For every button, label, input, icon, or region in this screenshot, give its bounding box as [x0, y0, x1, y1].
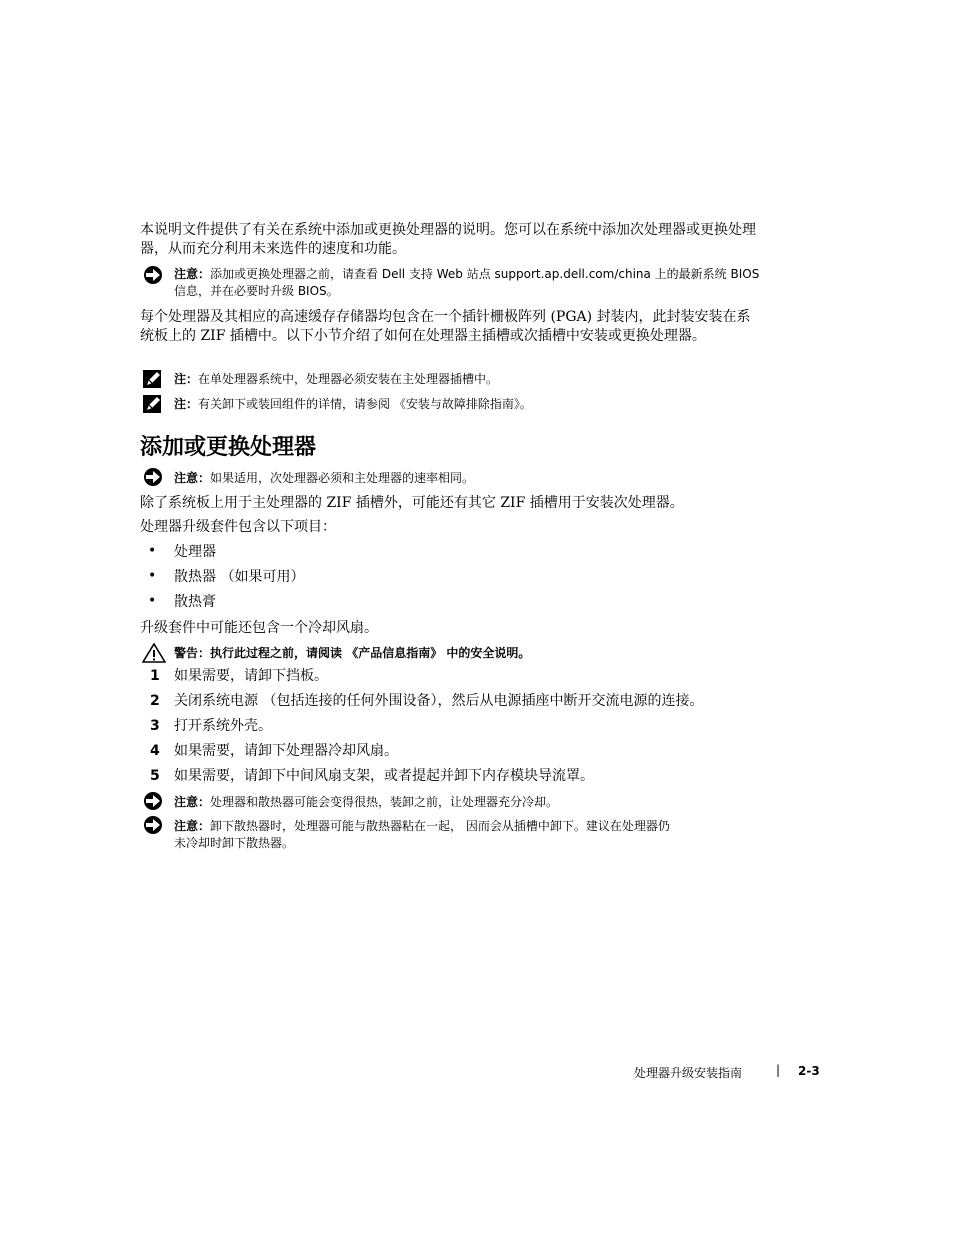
bullet-dot: • [148, 543, 157, 559]
warning-label: 警告： [174, 646, 211, 660]
step-number: 4 [150, 743, 160, 759]
step-text: 如果需要，请卸下中间风扇支架，或者提起并卸下内存模块导流罩。 [174, 768, 594, 784]
bullet-dot: • [148, 568, 157, 584]
note-label: 注： [174, 372, 199, 386]
zif-paragraph: 除了系统板上用于主处理器的 ZIF 插槽外，可能还有其它 ZIF 插槽用于安装次处理器。 [140, 495, 684, 511]
warning-text: 执行此过程之前，请阅读 《产品信息指南》 中的安全说明。 [210, 646, 531, 660]
pga-paragraph: 每个处理器及其相应的高速缓存存储器均包含在一个插针栅极阵列 (PGA) 封装内，此封装安装在系统板上的 ZIF 插槽中。以下小节介绍了如何在处理器主插槽或次插槽中安装或更换处理器。 [140, 309, 751, 344]
note-pencil-icon [142, 369, 164, 387]
note-label: 注： [174, 397, 199, 411]
warning-triangle-icon [142, 643, 164, 661]
notice-block [174, 266, 764, 300]
kit-paragraph: 处理器升级套件包含以下项目： [140, 519, 336, 535]
warning-block [174, 645, 764, 662]
notice-icon [142, 792, 164, 810]
notice-label: 注意： [174, 471, 211, 485]
list-item: 处理器 [174, 544, 216, 560]
notice-icon [142, 266, 164, 284]
fan-paragraph: 升级套件中可能还包含一个冷却风扇。 [140, 620, 378, 636]
intro-paragraph: 本说明文件提供了有关在系统中添加或更换处理器的说明。您可以在系统中添加次处理器或更换处理器，从而充分利用未来选件的速度和功能。 [140, 222, 756, 257]
notice-text: 添加或更换处理器之前，请查看 Dell 支持 Web 站点 support.ap.dell.com/china 上的最新系统 BIOS 信息，并在必要时升级 BIOS。 [174, 267, 760, 298]
step-number: 3 [150, 718, 160, 734]
note-text: 在单处理器系统中，处理器必须安装在主处理器插槽中。 [198, 372, 499, 386]
page-number: 2-3 [798, 1064, 820, 1078]
list-item: 散热器 （如果可用） [174, 569, 305, 585]
section-heading: 添加或更换处理器 [140, 435, 317, 460]
notice-block [174, 818, 674, 852]
note-block [174, 371, 764, 388]
notice-label: 注意： [174, 819, 211, 833]
bullet-dot: • [148, 593, 157, 609]
step-number: 2 [150, 693, 160, 709]
note-text: 有关卸下或装回组件的详情，请参阅 《安装与故障排除指南》。 [198, 397, 532, 411]
notice-label: 注意： [174, 267, 211, 281]
list-item: 散热膏 [174, 594, 216, 610]
notice-block [174, 470, 764, 487]
footer-separator: | [776, 1063, 781, 1077]
note-pencil-icon [142, 394, 164, 412]
notice-block [174, 794, 764, 811]
step-number: 1 [150, 668, 160, 684]
step-text: 打开系统外壳。 [174, 718, 272, 734]
notice-text: 卸下散热器时，处理器可能与散热器粘在一起， 因而会从插槽中卸下。建议在处理器仍未冷却时卸下散热器。 [174, 819, 670, 850]
notice-text: 如果适用，次处理器必须和主处理器的速率相同。 [210, 471, 475, 485]
notice-icon [142, 468, 164, 486]
notice-label: 注意： [174, 795, 211, 809]
step-text: 关闭系统电源 （包括连接的任何外围设备），然后从电源插座中断开交流电源的连接。 [174, 693, 704, 709]
footer-title: 处理器升级安装指南 [634, 1066, 743, 1080]
step-text: 如果需要，请卸下处理器冷却风扇。 [174, 743, 398, 759]
note-block [174, 396, 764, 413]
step-number: 5 [150, 768, 160, 784]
notice-text: 处理器和散热器可能会变得很热，装卸之前，让处理器充分冷却。 [210, 795, 559, 809]
notice-icon [142, 816, 164, 834]
step-text: 如果需要，请卸下挡板。 [174, 668, 328, 684]
